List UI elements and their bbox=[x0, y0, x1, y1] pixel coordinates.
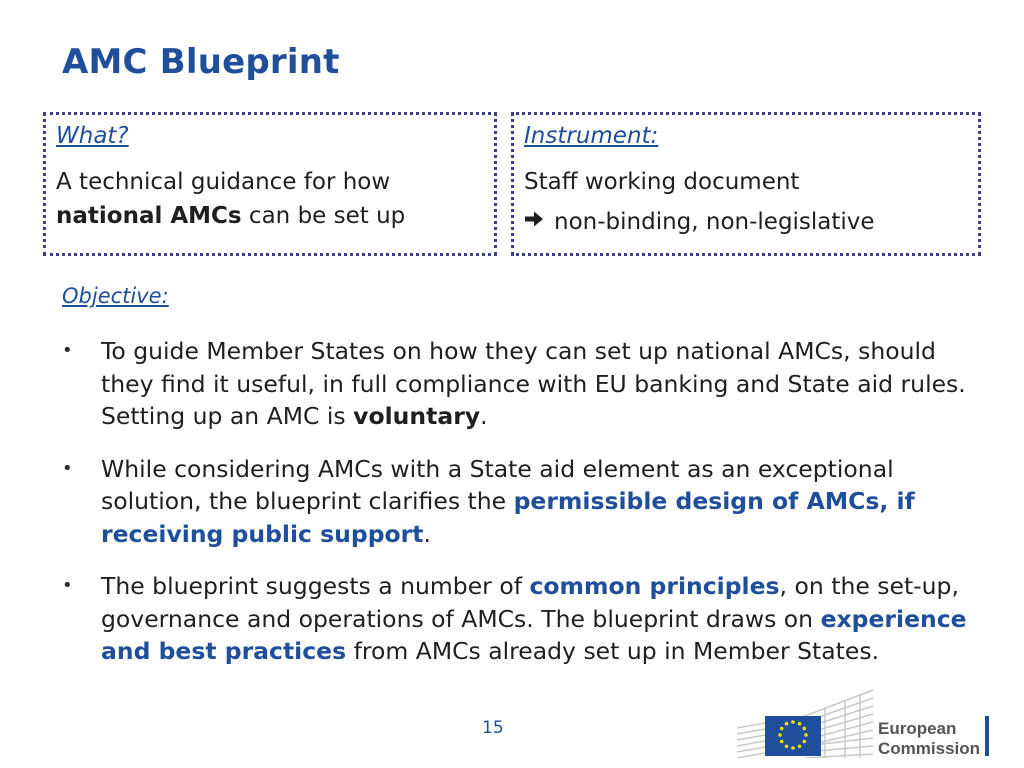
logo-text bbox=[878, 719, 980, 759]
bullet-3-text-c: from AMCs already set up in Member States. bbox=[346, 637, 880, 665]
what-line-2 bbox=[56, 199, 484, 233]
logo-divider bbox=[985, 716, 989, 756]
instrument-line-1: Staff working document bbox=[524, 169, 800, 195]
list-item bbox=[62, 570, 972, 668]
what-heading: What? bbox=[56, 123, 129, 149]
bullet-text-2 bbox=[101, 453, 972, 551]
objective-heading: Objective: bbox=[62, 284, 169, 308]
bullet-1-text-b: . bbox=[480, 402, 488, 430]
bullet-text-3 bbox=[101, 570, 972, 668]
what-bold-text: national AMCs bbox=[56, 203, 242, 229]
bullet-3-bold-2: experience and best practices bbox=[101, 604, 967, 665]
logo-text-line-1: European bbox=[878, 719, 957, 738]
bullet-icon: • bbox=[62, 575, 73, 596]
berlaymont-building-icon bbox=[735, 688, 875, 758]
what-line-2-rest: can be set up bbox=[241, 203, 406, 229]
list-item bbox=[62, 335, 972, 433]
bullet-2-text-b: . bbox=[423, 519, 431, 548]
bullet-2-text-a: While considering AMCs with a State aid element as an exceptional solution, the blueprint clarifies the bbox=[101, 454, 894, 515]
bullet-icon: • bbox=[62, 457, 73, 479]
bullet-3-bold-1: common principles bbox=[529, 572, 780, 600]
what-line-1: A technical guidance for how bbox=[56, 169, 391, 195]
bullet-2-bold: permissible design of AMCs, if receiving public support bbox=[101, 487, 915, 548]
bullet-1-bold: voluntary bbox=[353, 402, 481, 430]
bullet-1-text-a: To guide Member States on how they can set up national AMCs, should they find it useful, in full compliance with EU banking and State aid rules. Setting up an AMC is bbox=[101, 337, 966, 430]
what-box bbox=[43, 112, 497, 256]
page-title: AMC Blueprint bbox=[62, 42, 340, 82]
bullet-text-1 bbox=[101, 335, 972, 433]
instrument-line-2-text: non-binding, non-legislative bbox=[554, 209, 875, 235]
list-item bbox=[62, 453, 972, 551]
bullet-3-text-b: , on the set-up, governance and operations of AMCs. The blueprint draws on bbox=[101, 572, 959, 633]
bullet-3-text-a: The blueprint suggests a number of bbox=[101, 572, 530, 600]
objective-bullet-list bbox=[62, 335, 972, 688]
instrument-line-2 bbox=[524, 205, 968, 239]
arrow-right-icon bbox=[524, 205, 544, 239]
logo-text-line-2: Commission bbox=[878, 739, 981, 758]
page-number: 15 bbox=[482, 718, 504, 738]
bullet-icon: • bbox=[62, 340, 73, 361]
instrument-heading: Instrument: bbox=[524, 123, 659, 149]
instrument-box bbox=[511, 112, 981, 256]
